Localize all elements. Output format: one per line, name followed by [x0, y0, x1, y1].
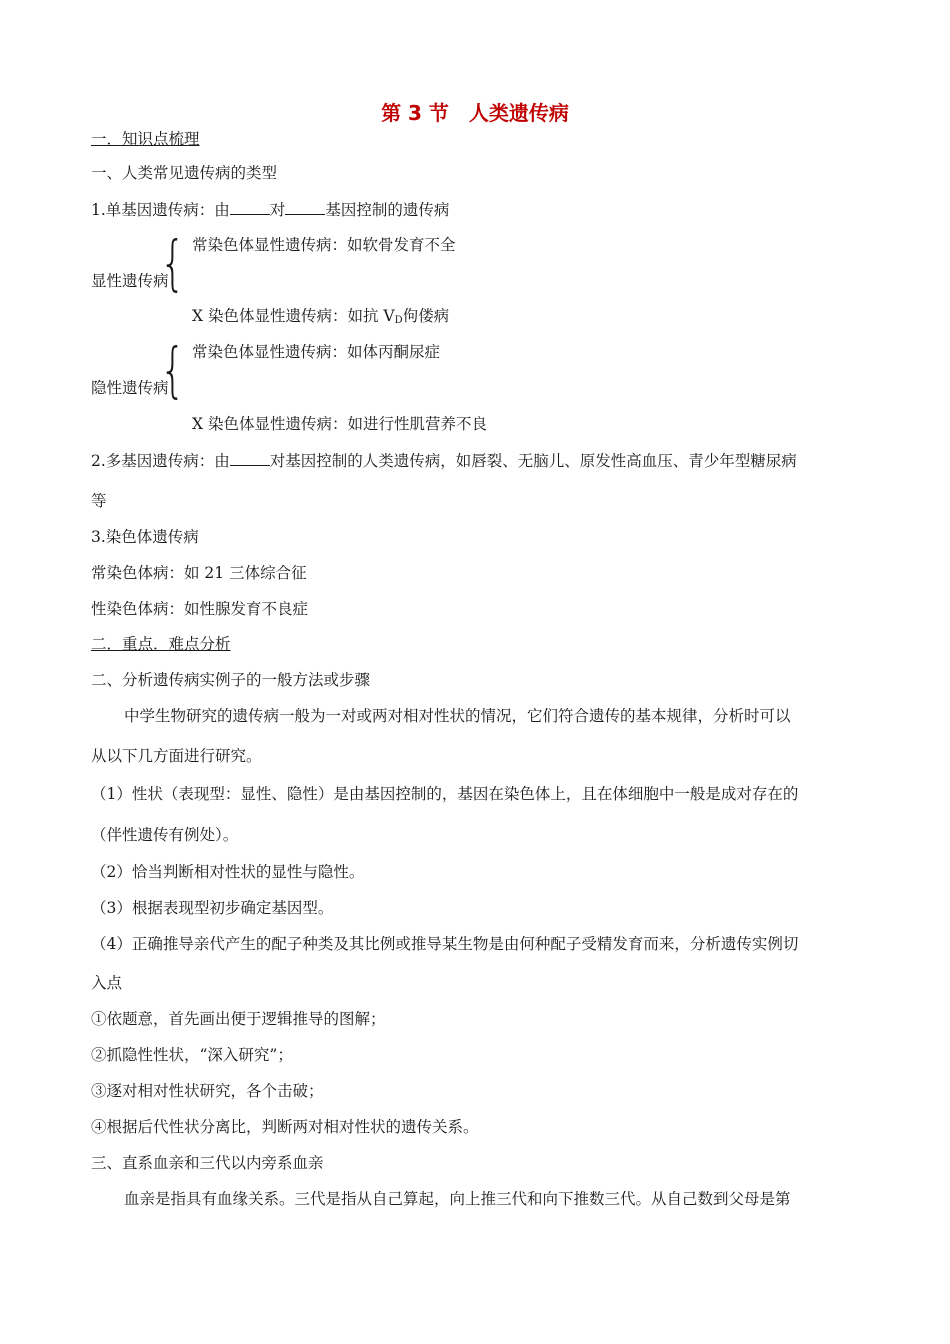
dominant-autosomal: 常染色体显性遗传病：如软骨发育不全 — [192, 236, 456, 254]
disease-types-heading: 一、人类常见遗传病的类型 — [91, 164, 278, 182]
fill-blank — [230, 199, 270, 215]
single-gene-mid: 对 — [269, 201, 286, 219]
page-title: 第 3 节 人类遗传病 — [381, 101, 569, 125]
single-gene-prefix: 1.单基因遗传病：由 — [91, 201, 230, 219]
multi-gene-cont: 等 — [91, 492, 107, 510]
item-1-line: （1）性状（表现型：显性、隐性）是由基因控制的，基因在染色体上，且在体细胞中一般是成对存在的 — [91, 785, 799, 803]
step-3: ③逐对相对性状研究，各个击破； — [91, 1082, 324, 1100]
dominant-x-linked — [192, 306, 449, 331]
dominant-x-sub: D — [394, 315, 403, 326]
paragraph-line: 血亲是指具有血缘关系。三代是指从自己算起，向上推三代和向下推数三代。从自己数到父母是第 — [124, 1190, 791, 1208]
paragraph-line: 从以下几方面进行研究。 — [91, 747, 262, 765]
item-4-cont: 入点 — [91, 974, 123, 992]
sex-chromosome-disease: 性染色体病：如性腺发育不良症 — [91, 600, 309, 618]
item-2: （2）恰当判断相对性状的显性与隐性。 — [91, 863, 365, 881]
item-3: （3）根据表现型初步确定基因型。 — [91, 899, 334, 917]
recessive-brace-icon: { — [160, 336, 186, 406]
single-gene-line — [91, 199, 449, 220]
step-4: ④根据后代性状分离比，判断两对相对性状的遗传关系。 — [91, 1118, 479, 1136]
recessive-x-linked: X 染色体显性遗传病：如进行性肌营养不良 — [192, 415, 487, 433]
paragraph-line: 中学生物研究的遗传病一般为一对或两对相对性状的情况，它们符合遗传的基本规律，分析时可以 — [124, 707, 791, 725]
section-heading-knowledge: 一．知识点梳理 — [91, 130, 200, 148]
item-4-line: （4）正确推导亲代产生的配子种类及其比例或推导某生物是由何种配子受精发育而来，分析遗传实例切 — [91, 935, 799, 953]
step-1: ①依题意，首先画出便于逻辑推导的图解； — [91, 1010, 386, 1028]
multi-gene-suffix: 对基因控制的人类遗传病，如唇裂、无脑儿、原发性高血压、青少年型糖尿病 — [269, 452, 797, 470]
item-1-cont: （伴性遗传有例处）。 — [91, 826, 239, 844]
relatives-heading: 三、直系血亲和三代以内旁系血亲 — [91, 1154, 324, 1172]
recessive-autosomal: 常染色体显性遗传病：如体丙酮尿症 — [192, 343, 441, 361]
multi-gene-prefix: 2.多基因遗传病：由 — [91, 452, 230, 470]
single-gene-suffix: 基因控制的遗传病 — [325, 201, 450, 219]
autosomal-disease: 常染色体病：如 21 三体综合征 — [91, 564, 307, 582]
section-heading-key-points: 二．重点．难点分析 — [91, 635, 231, 653]
recessive-label: 隐性遗传病 — [91, 379, 169, 397]
dominant-x-suffix: 佝偻病 — [402, 307, 450, 325]
dominant-brace-icon: { — [160, 229, 186, 299]
dominant-x-prefix: X 染色体显性遗传病：如抗 V — [192, 307, 395, 325]
chromosome-heading: 3.染色体遗传病 — [91, 528, 199, 546]
fill-blank — [230, 450, 270, 466]
multi-gene-line — [91, 450, 797, 471]
method-heading: 二、分析遗传病实例子的一般方法或步骤 — [91, 671, 371, 689]
fill-blank — [285, 199, 325, 215]
dominant-label: 显性遗传病 — [91, 272, 169, 290]
step-2: ②抓隐性性状，“深入研究”； — [91, 1046, 293, 1064]
